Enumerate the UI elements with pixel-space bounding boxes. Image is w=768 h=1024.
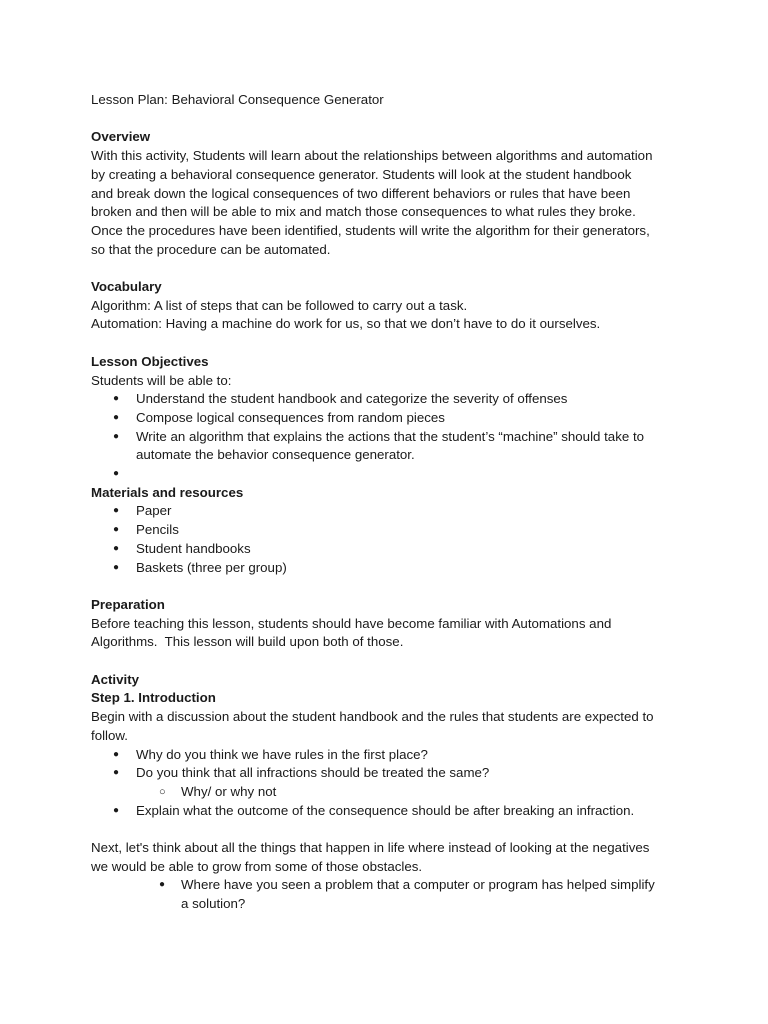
- question-subitem: ○ Why/ or why not: [91, 783, 708, 802]
- activity-line: Begin with a discussion about the student handbook and the rules that students are expected to: [91, 709, 654, 725]
- preparation-line: Before teaching this lesson, students should have become familiar with Automations and: [91, 615, 612, 631]
- vocabulary-definition: Algorithm: A list of steps that can be followed to carry out a task.: [91, 297, 468, 313]
- preparation-line: Algorithms. This lesson will build upon both of those.: [91, 634, 404, 650]
- materials-list: [91, 502, 708, 577]
- activity-heading: Activity: [91, 671, 140, 687]
- question-item: ● Why do you think we have rules in the first place?: [91, 746, 708, 765]
- overview-line: With this activity, Students will learn about the relationships between algorithms and automation: [91, 148, 653, 164]
- material-item: ● Paper: [91, 502, 708, 521]
- overview-line: by creating a behavioral consequence generator. Students will look at the student handbook: [91, 166, 632, 182]
- question-item: ● Do you think that all infractions should be treated the same?: [91, 764, 708, 783]
- document-title: Lesson Plan: Behavioral Consequence Generator: [91, 92, 384, 107]
- next-questions-list: [91, 876, 708, 913]
- next-question-continuation: a solution?: [181, 896, 246, 912]
- objectives-heading: Lesson Objectives: [91, 353, 209, 369]
- material-item: ● Baskets (three per group): [91, 559, 708, 578]
- discussion-questions-list: [91, 746, 708, 821]
- overview-line: broken and then will be able to mix and match those consequences to what rules they broke.: [91, 204, 636, 220]
- overview-heading: Overview: [91, 129, 151, 145]
- objective-item: ● Compose logical consequences from random pieces: [91, 409, 708, 428]
- materials-heading: Materials and resources: [91, 484, 244, 500]
- overview-line: so that the procedure can be automated.: [91, 241, 331, 257]
- overview-line: and break down the logical consequences of two different behaviors or rules that have been: [91, 185, 631, 201]
- vocabulary-definition: Automation: Having a machine do work for us, so that we don’t have to do it ourselves.: [91, 316, 601, 332]
- objective-item: ● Write an algorithm that explains the actions that the student’s “machine” should take to: [91, 428, 708, 447]
- next-question-item: ● Where have you seen a problem that a computer or program has helped simplify: [91, 876, 708, 895]
- next-paragraph-line: Next, let's think about all the things that happen in life where instead of looking at the negatives: [91, 840, 650, 856]
- objectives-intro: Students will be able to:: [91, 372, 232, 388]
- vocabulary-heading: Vocabulary: [91, 279, 162, 294]
- preparation-heading: Preparation: [91, 596, 165, 612]
- activity-line: follow.: [91, 727, 128, 743]
- next-paragraph-line: we would be able to grow from some of those obstacles.: [91, 858, 423, 874]
- objectives-list: [91, 390, 708, 484]
- overview-line: Once the procedures have been identified, students will write the algorithm for their generators,: [91, 222, 650, 238]
- material-item: ● Pencils: [91, 521, 708, 540]
- step-1-heading: Step 1. Introduction: [91, 690, 216, 706]
- material-item: ● Student handbooks: [91, 540, 708, 559]
- objective-item-continuation: automate the behavior consequence generator.: [136, 447, 415, 463]
- question-item: ● Explain what the outcome of the consequence should be after breaking an infraction.: [91, 802, 708, 821]
- objective-item-empty: [91, 465, 708, 484]
- objective-item: ● Understand the student handbook and categorize the severity of offenses: [91, 390, 708, 409]
